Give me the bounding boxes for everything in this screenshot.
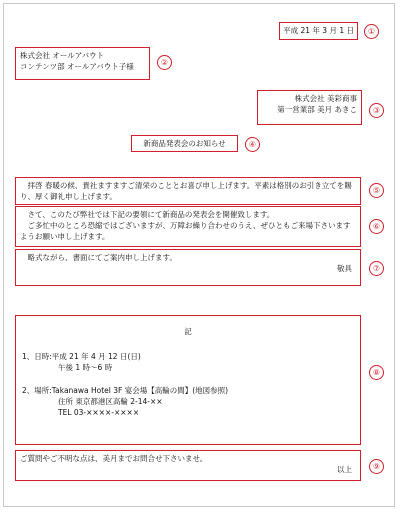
closing-box [15, 249, 361, 286]
closing-word: 敬具 [337, 264, 352, 273]
marker-8: ⑧ [369, 365, 384, 380]
sender-box [257, 90, 362, 125]
contact-text: ご質問やご不明な点は、美月までお問合せ下さいませ。 [20, 454, 208, 463]
details-box [15, 315, 361, 445]
body-paragraph-2: ご多忙中のところ恐縮ではございますが、万障お繰り合わせのうえ、ぜひともご来場下さいますようお願い申し上げます。 [20, 221, 351, 241]
body-box [15, 206, 361, 247]
sender-company: 株式会社 美彩商事 [294, 94, 357, 103]
closing-text: 略式ながら、書面にてご案内申し上げます。 [27, 253, 177, 262]
date-text: 平成 21 年 3 月 1 日 [283, 26, 354, 35]
body-paragraph-1: さて、このたび弊社では下記の要領にて新商品の発表会を開催致します。 [27, 210, 275, 219]
marker-9: ⑨ [369, 459, 384, 474]
greeting-text: 拝啓 春暖の候、貴社ますますご清栄のこととお喜び申し上げます。平素は格別のお引き立てを賜り、厚く御礼申し上げます。 [20, 181, 352, 201]
recipient-box [15, 47, 150, 80]
marker-5: ⑤ [369, 183, 384, 198]
greeting-box [15, 177, 361, 205]
details-item-1-time: 午後 1 時～6 時 [58, 363, 113, 372]
recipient-department: コンテンツ部 オールアバウト子様 [20, 62, 134, 71]
details-heading: 記 [184, 327, 192, 336]
subject-title: 新商品発表会のお知らせ [143, 139, 226, 148]
recipient-company: 株式会社 オールアバウト [20, 51, 105, 60]
end-word: 以上 [337, 465, 352, 474]
marker-7: ⑦ [369, 261, 384, 276]
contact-box [15, 450, 361, 481]
subject-box [131, 135, 238, 152]
marker-2: ② [157, 55, 172, 70]
details-item-2-label: 2、場所:Takanawa Hotel 3F 宴会場【高輪の間】(地図参照) [22, 386, 229, 395]
date-box [279, 22, 358, 40]
sender-person: 第一営業部 美月 あきこ [277, 105, 357, 114]
marker-1: ① [364, 24, 379, 39]
marker-3: ③ [369, 103, 384, 118]
details-item-1-label: 1、日時:平成 21 年 4 月 12 日(日) [22, 352, 141, 361]
marker-6: ⑥ [369, 219, 384, 234]
details-item-2-address: 住所 東京都港区高輪 2-14-×× [58, 397, 163, 406]
marker-4: ④ [245, 137, 260, 152]
details-item-2-phone: TEL 03-××××-×××× [58, 408, 140, 417]
